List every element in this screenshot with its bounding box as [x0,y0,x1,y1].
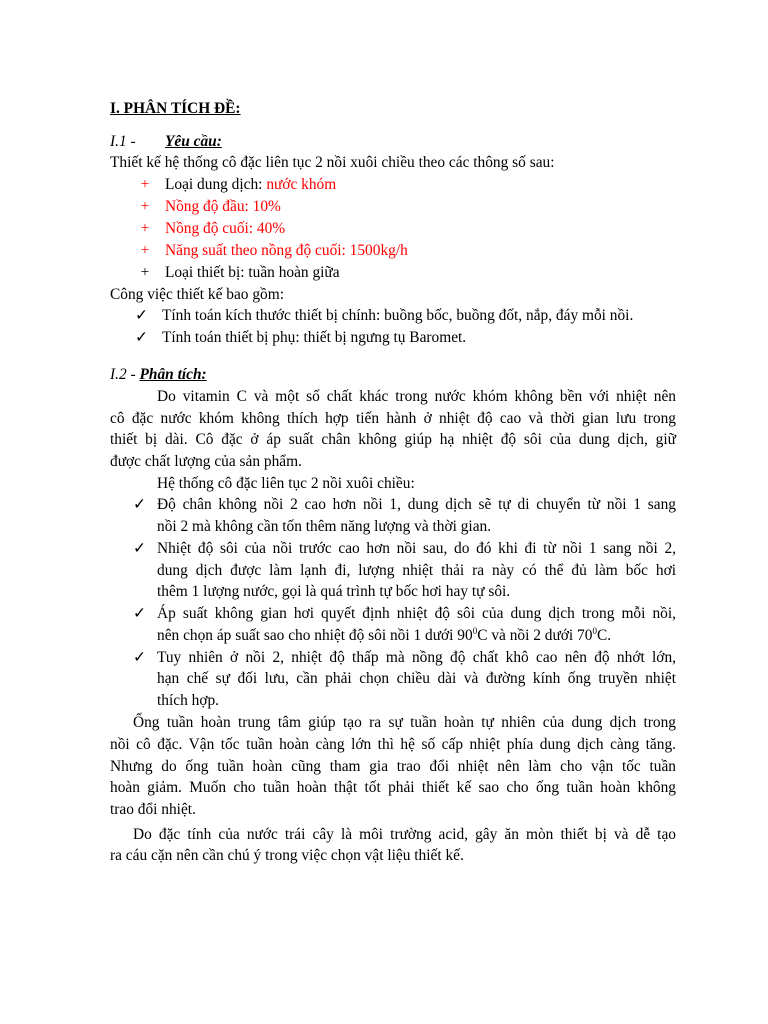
paragraph-line: Ống tuần hoàn trung tâm giúp tạo ra sự tuần hoàn tự nhiên của dung dịch trong [133,714,676,731]
check-icon: ✓ [133,649,146,666]
paragraph-line: Do vitamin C và một số chất khác trong nước khóm không bền với nhiệt nên [157,388,676,405]
paragraph-line: được chất lượng của sản phẩm. [110,453,302,470]
bullet-line: Độ chân không nồi 2 cao hơn nồi 1, dung dịch sẽ tự di chuyển từ nồi 1 sang [157,496,676,513]
bullet-line: Tuy nhiên ở nồi 2, nhiệt độ thấp mà nồng độ chất khô cao nên độ nhớt lớn, [157,649,676,666]
tasks-intro: Công việc thiết kế bao gồm: [110,286,284,303]
plus-marker: + [140,242,150,259]
spec-label: Loại dung dịch: [165,176,267,193]
spec-value: nước khóm [266,176,337,193]
bullet-text: nên chọn áp suất sao cho nhiệt độ sôi nồi 1 dưới 90 [157,627,473,644]
bullet-text: C. [596,627,612,644]
spec-text: Nồng độ cuối: 40% [165,220,286,237]
subsection-2-number: I.2 - [110,366,136,383]
spec-text: Loại thiết bị: tuần hoàn giữa [165,264,340,281]
paragraph-line: ra cáu cặn nên cần chú ý trong việc chọn vật liệu thiết kế. [110,847,464,864]
subsection-2-title: Phân tích: [139,366,207,383]
paragraph-line: trao đổi nhiệt. [110,801,196,818]
subsection-1-title: Yêu cầu: [165,133,222,150]
bullet-line: dung dịch được làm lạnh đi, lượng nhiệt thải ra này có thể đủ làm bốc hơi [157,562,676,579]
superscript: 0 [472,625,478,636]
plus-marker: + [140,176,150,193]
superscript: 0 [592,625,597,636]
spec-text: Năng suất theo nồng độ cuối: 1500kg/h [165,242,408,259]
check-icon: ✓ [135,329,148,346]
task-text: Tính toán kích thước thiết bị chính: buồng bốc, buồng đốt, nắp, đáy mỗi nồi. [162,307,634,324]
check-icon: ✓ [133,540,146,557]
spec-text: Nồng độ đầu: 10% [165,198,281,215]
bullet-line: thêm 1 lượng nước, gọi là quá trình tự bốc hơi hay tự sôi. [157,583,511,600]
check-icon: ✓ [133,496,146,513]
subsection-1-header [110,132,222,152]
check-icon: ✓ [135,307,148,324]
paragraph-line: Nhưng do ống tuần hoàn cũng tham gia trao đổi nhiệt nên làm cho vận tốc tuần [110,758,676,775]
plus-marker: + [140,198,150,215]
bullet-line: hạn chế sự đối lưu, cần phải chọn chiều dài và đường kính ống truyền nhiệt [157,670,676,687]
requirements-intro: Thiết kế hệ thống cô đặc liên tục 2 nồi xuôi chiều theo các thông số sau: [110,154,555,171]
check-icon: ✓ [133,605,146,622]
paragraph-line: thiết bị dài. Cô đặc ở áp suất chân không giúp hạ nhiệt độ sôi của dung dịch, giữ [110,431,676,448]
paragraph-line: cô đặc nước khóm không thích hợp tiến hành ở nhiệt độ cao và thời gian lưu trong [110,410,676,427]
task-text: Tính toán thiết bị phụ: thiết bị ngưng tụ Baromet. [162,329,467,346]
system-intro: Hệ thống cô đặc liên tục 2 nồi xuôi chiều: [157,475,415,492]
bullet-line: Áp suất không gian hơi quyết định nhiệt độ sôi của dung dịch trong mỗi nồi, [157,605,676,622]
paragraph-line: nồi cô đặc. Vận tốc tuần hoàn càng lớn thì hệ số cấp nhiệt phía dung dịch càng tăng. [110,736,676,753]
bullet-line: Nhiệt độ sôi của nồi trước cao hơn nồi sau, do đó khi đi từ nồi 1 sang nồi 2, [157,540,676,557]
paragraph-line: hoàn giảm. Muốn cho tuần hoàn thật tốt phải thiết kế sao cho ống tuần hoàn không [110,779,676,796]
plus-marker: + [140,264,150,281]
bullet-line: nồi 2 mà không cần tốn thêm năng lượng và thời gian. [157,518,492,535]
subsection-1-number: I.1 - [110,133,136,150]
subsection-2-header [110,365,207,385]
section-heading: I. PHÂN TÍCH ĐỀ: [110,100,241,117]
bullet-text: C và nồi 2 dưới 70 [477,627,593,644]
plus-marker: + [140,220,150,237]
bullet-line: thích hợp. [157,692,219,709]
bullet-line [157,626,611,646]
paragraph-line: Do đặc tính của nước trái cây là môi trường acid, gây ăn mòn thiết bị và dễ tạo [133,826,676,843]
